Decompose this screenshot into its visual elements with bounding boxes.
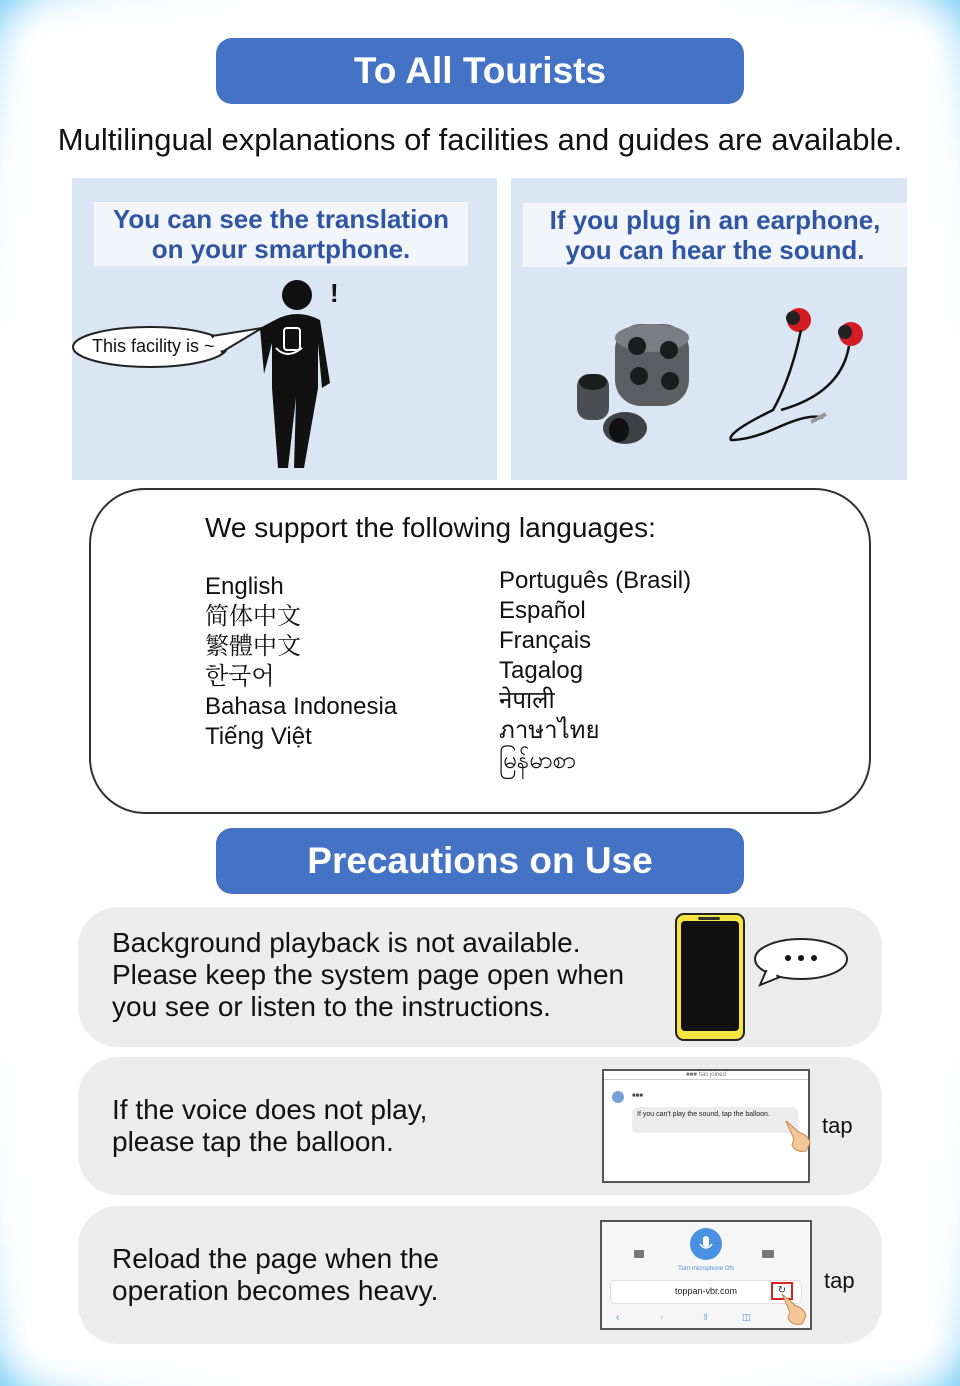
precaution-line: you see or listen to the instructions. bbox=[112, 991, 551, 1022]
earphones-illustration bbox=[511, 178, 907, 480]
person-with-phone-illustration bbox=[72, 178, 497, 480]
translation-panel bbox=[72, 178, 497, 480]
smartphone-illustration bbox=[670, 907, 870, 1047]
title-banner bbox=[216, 38, 744, 104]
precaution-line: Please keep the system page open when bbox=[112, 959, 625, 990]
language-item: Tagalog bbox=[499, 657, 584, 684]
subtitle: Multilingual explanations of facilities and guides are available. bbox=[57, 122, 903, 157]
image-icon[interactable] bbox=[634, 1250, 644, 1258]
language-item: Tiếng Việt bbox=[205, 723, 312, 750]
precaution-line: please tap the balloon. bbox=[112, 1126, 394, 1157]
keyboard-icon[interactable] bbox=[762, 1250, 774, 1258]
precaution-text bbox=[112, 1243, 439, 1307]
languages-title: We support the following languages: bbox=[205, 512, 656, 543]
microphone-icon bbox=[690, 1228, 722, 1260]
language-item: Français bbox=[499, 627, 592, 654]
precaution-line: Reload the page when the bbox=[112, 1243, 439, 1274]
translation-caption-line1: You can see the translation bbox=[112, 204, 450, 234]
language-item: 한국어 bbox=[205, 663, 275, 690]
language-item: English bbox=[205, 573, 284, 600]
precaution-text bbox=[112, 1094, 427, 1158]
precaution-reload-page bbox=[78, 1206, 882, 1344]
languages-left-column bbox=[205, 572, 397, 752]
earphone-panel bbox=[511, 178, 907, 480]
share-icon[interactable]: ⇧ bbox=[702, 1312, 710, 1322]
precaution-voice-not-playing bbox=[78, 1057, 882, 1195]
language-item: ภาษาไทย bbox=[499, 717, 600, 744]
precaution-line: If the voice does not play, bbox=[112, 1094, 428, 1125]
language-item: Bahasa Indonesia bbox=[205, 693, 398, 720]
languages-box bbox=[89, 488, 871, 814]
reload-icon: ↻ bbox=[777, 1285, 787, 1296]
microphone-label: Turn microphone ON bbox=[678, 1266, 734, 1272]
microphone-button[interactable] bbox=[690, 1228, 722, 1260]
pointing-hand-icon bbox=[778, 1290, 818, 1330]
pointing-hand-icon bbox=[780, 1115, 820, 1155]
tap-label: tap bbox=[824, 1268, 855, 1293]
translation-caption-line2: on your smartphone. bbox=[151, 234, 411, 264]
speech-bubble-text: This facility is ~ bbox=[92, 336, 215, 356]
languages-right-column bbox=[499, 566, 691, 776]
exclamation-mark: ! bbox=[330, 278, 339, 308]
language-item: မြန်မာစာ bbox=[499, 747, 577, 774]
precaution-text bbox=[112, 927, 624, 1023]
language-item: 繁體中文 bbox=[205, 633, 301, 660]
chat-balloon[interactable]: If you can't play the sound, tap the balloon. bbox=[632, 1107, 798, 1133]
language-item: Português (Brasil) bbox=[499, 567, 692, 594]
bookmarks-icon[interactable]: ◫ bbox=[742, 1312, 751, 1322]
precaution-background-playback bbox=[78, 907, 882, 1047]
precautions-banner bbox=[216, 828, 744, 894]
precaution-line: Background playback is not available. bbox=[112, 927, 581, 958]
precaution-line: operation becomes heavy. bbox=[112, 1275, 439, 1306]
chat-sender: ■■■ bbox=[632, 1093, 643, 1099]
browser-screenshot bbox=[600, 1220, 812, 1330]
avatar bbox=[612, 1091, 624, 1103]
address-url: toppan-vbr.com bbox=[674, 1286, 738, 1296]
precautions-title: Precautions on Use bbox=[307, 840, 653, 881]
earphone-caption-line1: If you plug in an earphone, bbox=[549, 205, 881, 235]
address-bar[interactable] bbox=[610, 1280, 802, 1304]
forward-icon[interactable]: › bbox=[660, 1312, 664, 1323]
chat-screenshot bbox=[602, 1069, 810, 1183]
back-icon[interactable]: ‹ bbox=[616, 1312, 620, 1323]
page-title: To All Tourists bbox=[353, 50, 607, 91]
chat-header: ■■■ has joined bbox=[604, 1071, 808, 1080]
language-item: 简体中文 bbox=[205, 603, 301, 630]
language-item: Español bbox=[499, 597, 586, 624]
language-item: नेपाली bbox=[499, 687, 555, 714]
earphone-caption-line2: you can hear the sound. bbox=[565, 235, 865, 265]
tap-label: tap bbox=[822, 1113, 853, 1138]
